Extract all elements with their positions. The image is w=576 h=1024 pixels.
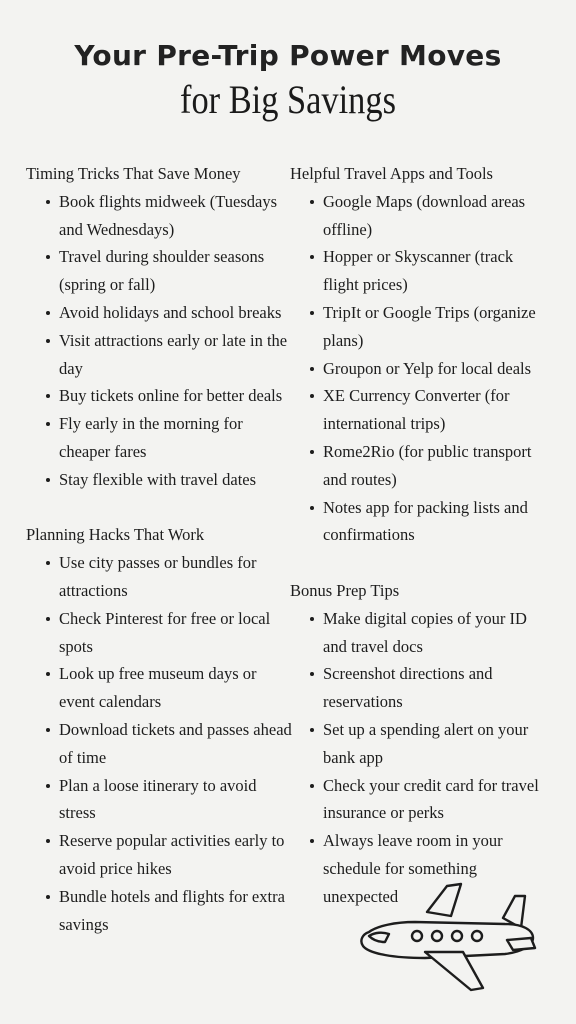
bullet	[310, 728, 314, 732]
list-item-text: Bundle hotels and flights for extra savings	[59, 886, 285, 934]
list-item-text: Stay flexible with travel dates	[59, 469, 257, 489]
right-column	[290, 160, 552, 938]
list-item-text: Fly early in the morning for cheaper fares	[59, 414, 243, 461]
bullet	[46, 422, 50, 426]
bullet	[310, 784, 314, 788]
list-item	[26, 716, 294, 772]
list-item	[290, 243, 552, 299]
bullet	[310, 617, 314, 621]
list-item-text: Screenshot directions and reservations	[323, 664, 493, 712]
bullet	[310, 450, 314, 454]
list-item-text: Download tickets and passes ahead of time	[59, 719, 292, 767]
bullet	[310, 255, 314, 259]
list-item	[26, 605, 294, 661]
section-timing-tricks	[26, 160, 294, 494]
list-item-text: Avoid holidays and school breaks	[59, 302, 282, 322]
list-item-text: Travel during shoulder seasons (spring or fall)	[59, 247, 265, 295]
list-item	[290, 716, 552, 772]
list-item	[26, 327, 294, 383]
bullet	[46, 617, 50, 621]
section-title: Bonus Prep Tips	[290, 580, 400, 600]
section-title: Helpful Travel Apps and Tools	[290, 164, 493, 183]
list-item	[290, 299, 552, 355]
list-item	[26, 660, 294, 716]
bullet	[46, 728, 50, 732]
timing-tricks-list	[26, 188, 294, 494]
list-item-text: Set up a spending alert on your bank app	[323, 719, 529, 767]
bullet	[46, 311, 50, 315]
bullet	[46, 200, 50, 204]
list-item	[290, 660, 552, 716]
title-line-1: Your Pre-Trip Power Moves	[74, 39, 502, 72]
bullet	[310, 200, 314, 204]
list-item	[26, 410, 294, 466]
list-item-text: Book flights midweek (Tuesdays and Wednesdays)	[59, 191, 278, 239]
list-item-text: Always leave room in your schedule for something unexpected	[323, 831, 503, 906]
bullet	[46, 478, 50, 482]
bullet	[310, 506, 314, 510]
list-item	[290, 188, 552, 244]
list-item-text: Rome2Rio (for public transport and routes)	[323, 441, 532, 489]
bullet	[46, 394, 50, 398]
list-item-text: Hopper or Skyscanner (track flight prices)	[323, 247, 514, 295]
bullet	[46, 839, 50, 843]
bullet	[46, 784, 50, 788]
list-item-text: Groupon or Yelp for local deals	[323, 358, 532, 378]
list-item-text: Look up free museum days or event calendars	[59, 664, 257, 712]
page-title	[0, 36, 576, 124]
list-item	[26, 466, 294, 494]
section-travel-apps	[290, 160, 552, 549]
list-item-text: Use city passes or bundles for attractions	[59, 553, 257, 600]
list-item	[290, 494, 552, 550]
list-item-text: Check your credit card for travel insurance or perks	[323, 775, 539, 823]
bullet	[46, 895, 50, 899]
bullet	[46, 672, 50, 676]
bullet	[310, 394, 314, 398]
list-item-text: XE Currency Converter (for international trips)	[323, 386, 510, 434]
list-item	[26, 188, 294, 244]
planning-hacks-list	[26, 549, 294, 938]
list-item	[26, 382, 294, 410]
title-line-2: for Big Savings	[180, 77, 396, 122]
bullet	[310, 311, 314, 315]
bullet	[46, 255, 50, 259]
bullet	[310, 672, 314, 676]
list-item-text: Make digital copies of your ID and travel docs	[323, 608, 527, 656]
section-title: Planning Hacks That Work	[26, 525, 205, 545]
list-item	[26, 772, 294, 828]
list-item	[290, 382, 552, 438]
section-bonus-prep	[290, 577, 552, 911]
bonus-prep-list	[290, 605, 552, 911]
section-planning-hacks	[26, 521, 294, 938]
list-item	[26, 827, 294, 883]
list-item	[290, 438, 552, 494]
list-item-text: Reserve popular activities early to avoid price hikes	[59, 831, 285, 878]
bullet	[310, 839, 314, 843]
left-column	[26, 160, 294, 966]
list-item-text: Visit attractions early or late in the day	[59, 330, 288, 378]
list-item-text: Google Maps (download areas offline)	[323, 191, 526, 239]
list-item-text: TripIt or Google Trips (organize plans)	[323, 302, 536, 350]
list-item-text: Check Pinterest for free or local spots	[59, 608, 271, 656]
list-item	[290, 605, 552, 661]
list-item	[290, 772, 552, 828]
list-item	[26, 549, 294, 605]
airplane-icon	[355, 878, 541, 996]
list-item-text: Buy tickets online for better deals	[59, 386, 283, 406]
list-item	[26, 883, 294, 939]
bullet	[310, 367, 314, 371]
bullet	[46, 339, 50, 343]
travel-apps-list	[290, 188, 552, 549]
list-item	[290, 355, 552, 383]
list-item	[26, 243, 294, 299]
list-item-text: Plan a loose itinerary to avoid stress	[59, 775, 257, 823]
list-item-text: Notes app for packing lists and confirmations	[323, 497, 528, 545]
section-title: Timing Tricks That Save Money	[26, 164, 241, 183]
list-item	[26, 299, 294, 327]
bullet	[46, 561, 50, 565]
